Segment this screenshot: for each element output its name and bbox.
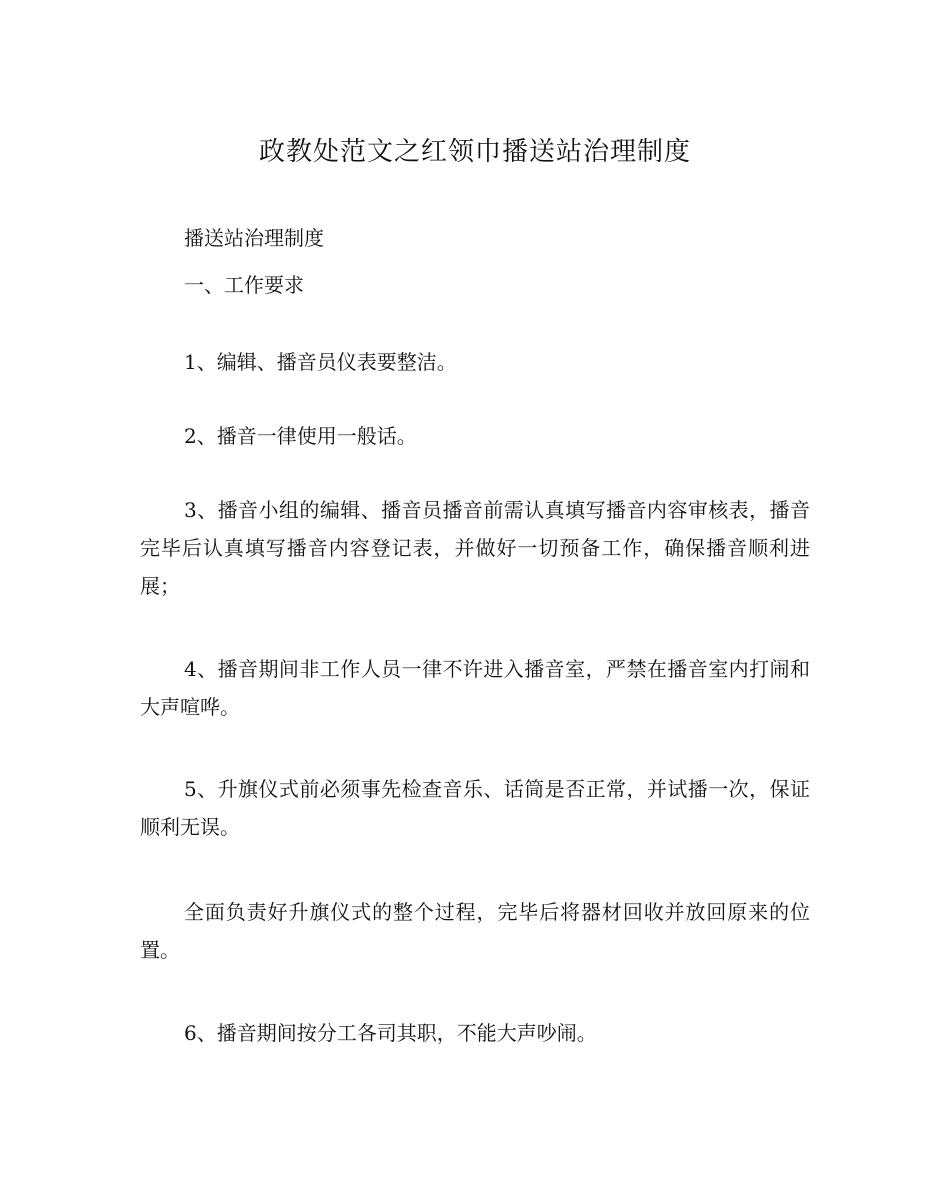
section-heading: 播送站治理制度 — [184, 226, 324, 250]
paragraph-item-2: 2、播音一律使用一般话。 — [184, 424, 417, 448]
paragraph-note: 全面负责好升旗仪式的整个过程，完毕后将器材回收并放回原来的位置。 — [140, 900, 810, 962]
paragraph-item-1: 1、编辑、播音员仪表要整洁。 — [184, 350, 457, 374]
paragraph-item-5: 5、升旗仪式前必须事先检查音乐、话筒是否正常，并试播一次，保证顺利无误。 — [140, 777, 810, 839]
paragraph-item-6: 6、播音期间按分工各司其职，不能大声吵闹。 — [184, 1021, 597, 1045]
paragraph-item-3: 3、播音小组的编辑、播音员播音前需认真填写播音内容审核表，播音完毕后认真填写播音内容登记表，并做好一切预备工作，确保播音顺利进展； — [140, 498, 810, 598]
subsection-heading: 一、工作要求 — [184, 273, 304, 297]
paragraph-item-4: 4、播音期间非工作人员一律不许进入播音室，严禁在播音室内打闹和大声喧哗。 — [140, 657, 810, 719]
document-title: 政教处范文之红领巾播送站治理制度 — [258, 137, 691, 167]
